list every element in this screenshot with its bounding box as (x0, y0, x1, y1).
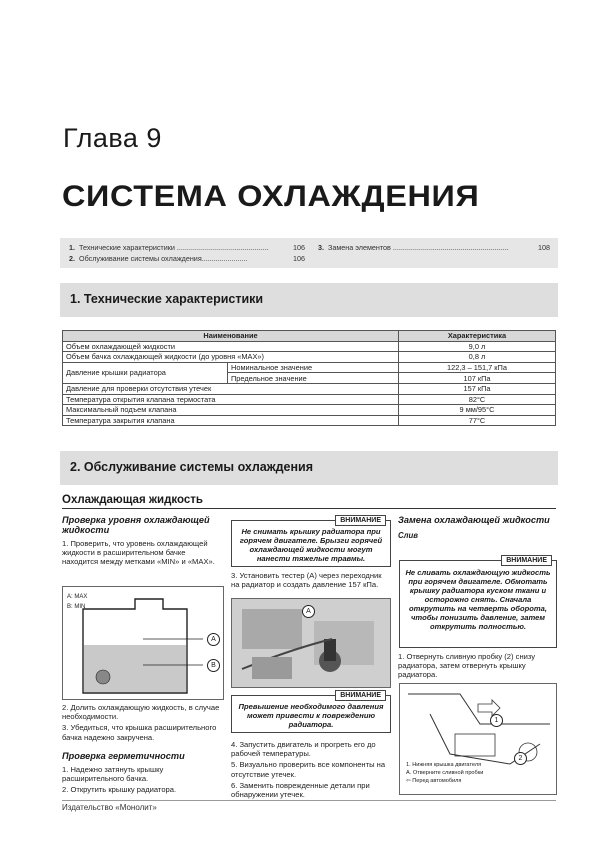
callout-2: 2 (514, 752, 527, 765)
table-header-row (63, 331, 556, 342)
paragraph: 1. Проверить, что уровень охлаждающей жидкости в расширительном бачке находится между метками «MIN» и «MAX». (62, 539, 215, 567)
paragraph: 5. Визуально проверить все компоненты на отсутствие утечек. (231, 760, 386, 779)
warning-text: Превышение необходимого давления может привести к повреждению радиатора. (238, 702, 384, 729)
tester-figure (231, 598, 391, 688)
paragraph: 1. Надежно затянуть крышку расширительного бачка. (62, 764, 164, 784)
coolant-heading: Охлаждающая жидкость (62, 494, 203, 506)
callout-a: A (302, 605, 315, 618)
reservoir-drawing (63, 587, 223, 699)
callout-b: B (207, 659, 220, 672)
table-row: Объем охлаждающей жидкости 9,0 л (63, 341, 556, 352)
leak-check-heading: Проверка герметичности (62, 750, 185, 761)
drain-subheading: Слив (398, 531, 418, 540)
warning-box-2 (231, 692, 391, 733)
figure-caption-1: 1. Нижняя крышка двигателя (406, 762, 482, 768)
figure-caption-3: ⇦ Перед автомобиля (406, 778, 462, 784)
column-header-value: Характеристика (399, 331, 556, 342)
toc-item-3[interactable]: 3. Замена элементов .......................................................... 108 (318, 243, 550, 252)
column-1-continued (62, 703, 222, 794)
warning-tag: ВНИМАНИЕ (501, 555, 552, 566)
table-row: Температура закрытия клапана 77°C (63, 415, 556, 426)
section-1-header (60, 283, 558, 317)
column-header-name: Наименование (63, 331, 399, 342)
table-row: Давление крышки радиатора Номинальное значение 122,3 – 151,7 кПа (63, 362, 556, 373)
drain-figure (399, 683, 557, 795)
table-row: Предельное значение 107 кПа (63, 373, 556, 384)
table-row: Максимальный подъем клапана 9 мм/95°C (63, 405, 556, 416)
replacement-heading: Замена охлаждающей жидкости (398, 515, 550, 525)
warning-text: Не сливать охлаждающую жидкость при горячем двигателе. Обмотать крышку радиатора куском ткани и осторожно снять. Сначала открутить на четверть оборота, чтобы понизить давление, затем открутить полностью. (405, 568, 551, 631)
section-1-title: 1. Технические характеристики (70, 292, 264, 306)
figure-caption-2: A. Отверните сливной пробки (406, 770, 484, 776)
table-row: Температура открытия клапана термостата 82°C (63, 394, 556, 405)
level-check-heading: Проверка уровня охлаждающей жидкости (62, 515, 210, 535)
reservoir-figure: A: MAX B: MIN A B (62, 586, 224, 700)
warning-box-1 (231, 517, 391, 567)
footer-rule (62, 800, 556, 801)
column-2-continued (231, 740, 391, 799)
toc-item-2[interactable]: 2. Обслуживание системы охлаждения....................... 106 (69, 254, 305, 263)
section-2-header (60, 451, 558, 485)
paragraph: 3. Убедиться, что крышка расширительного бачка надежно закручена. (62, 723, 217, 742)
column-3 (398, 515, 556, 540)
footer-publisher: Издательство «Монолит» (62, 803, 157, 812)
table-row: Давление для проверки отсутствия утечек 157 кПа (63, 383, 556, 394)
toc-item-1[interactable]: 1. Технические характеристики .............................................. 106 (69, 243, 305, 252)
paragraph: 1. Отвернуть сливную пробку (2) снизу радиатора, затем отвернуть крышку радиатора. (398, 652, 536, 680)
warning-text: Не снимать крышку радиатора при горячем двигателе. Брызги горячей охлаждающей жидкости могут нанести тяжелые травмы. (239, 527, 383, 563)
paragraph: 2. Открутить крышку радиатора. (62, 785, 177, 795)
callout-a: A (207, 633, 220, 646)
paragraph: 6. Заменить поврежденные детали при обнаружении утечек. (231, 780, 370, 800)
paragraph: 4. Запустить двигатель и прогреть его до рабочей температуры. (231, 740, 376, 759)
heading-rule (62, 508, 556, 509)
paragraph: 2. Долить охлаждающую жидкость, в случае необходимости. (62, 703, 220, 722)
callout-1: 1 (490, 714, 503, 727)
paragraph: 3. Установить тестер (A) через переходник на радиатор и создать давление 157 кПа. (231, 571, 382, 590)
chapter-title: СИСТЕМА ОХЛАЖДЕНИЯ (62, 180, 480, 213)
warning-tag: ВНИМАНИЕ (335, 690, 386, 701)
table-row: Объем бачка охлаждающей жидкости (до уровня «MAX») 0,8 л (63, 352, 556, 363)
spec-table (62, 330, 556, 426)
column-1 (62, 515, 222, 567)
warning-box-3 (399, 557, 557, 648)
table-of-contents (60, 238, 558, 268)
warning-tag: ВНИМАНИЕ (335, 515, 386, 526)
section-2-title: 2. Обслуживание системы охлаждения (70, 460, 314, 474)
chapter-label: Глава 9 (63, 123, 162, 153)
